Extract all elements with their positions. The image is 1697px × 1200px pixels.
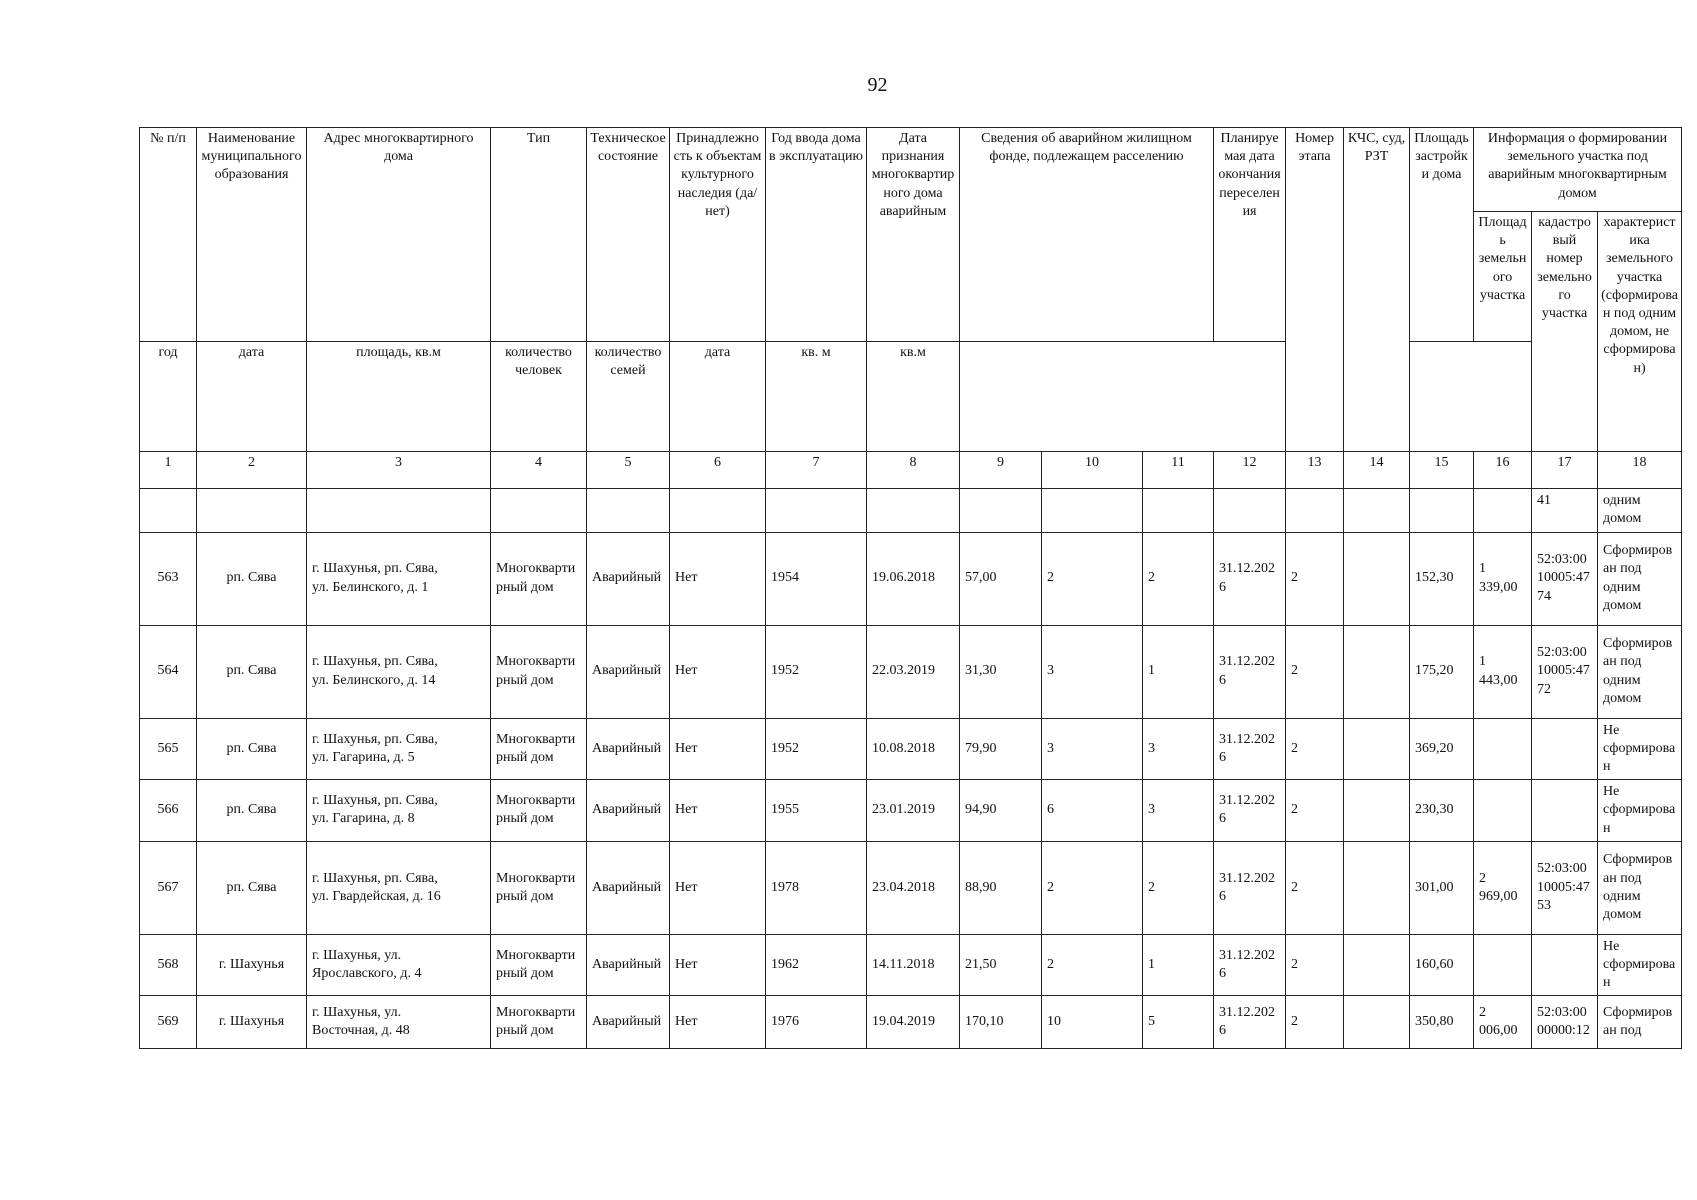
cell-commission-year: 1976 bbox=[766, 996, 867, 1049]
column-number: 3 bbox=[307, 452, 491, 489]
cell-cadastral-number: 52:03:0010005:4774 bbox=[1532, 532, 1598, 625]
column-number: 15 bbox=[1410, 452, 1474, 489]
address-line-1: г. Шахунья, рп. Сява, bbox=[312, 870, 438, 886]
cell-land-area: 1 339,00 bbox=[1474, 532, 1532, 625]
cell-address bbox=[307, 532, 491, 625]
cell-people-count: 2 bbox=[1042, 841, 1143, 934]
cell-technical-state: Аварийный bbox=[587, 996, 670, 1049]
cell-land-characteristic: Не сформирован bbox=[1598, 780, 1682, 842]
column-number: 13 bbox=[1286, 452, 1344, 489]
cell-technical-state: Аварийный bbox=[587, 934, 670, 996]
cell-commission-year: 1952 bbox=[766, 718, 867, 780]
cell-municipality: рп. Сява bbox=[197, 841, 307, 934]
cell-people-count: 3 bbox=[1042, 718, 1143, 780]
table-row bbox=[140, 996, 1682, 1049]
cell-technical-state: Аварийный bbox=[587, 625, 670, 718]
cell-row-number: 567 bbox=[140, 841, 197, 934]
cell-row-number: 564 bbox=[140, 625, 197, 718]
cell-planned-date: 31.12.2026 bbox=[1214, 532, 1286, 625]
cell-emergency-date: 22.03.2019 bbox=[867, 625, 960, 718]
column-number: 1 bbox=[140, 452, 197, 489]
header-land-characteristic: характеристика земельного участка (сформирован под одним домом, не сформирован) bbox=[1598, 212, 1682, 452]
cell-address bbox=[307, 718, 491, 780]
cell-building-area: 175,20 bbox=[1410, 625, 1474, 718]
cell-emergency-date: 23.01.2019 bbox=[867, 780, 960, 842]
header-technical-state: Техническое состояние bbox=[587, 128, 670, 342]
cell-land-area bbox=[1474, 780, 1532, 842]
cell-land-characteristic: Не сформирован bbox=[1598, 934, 1682, 996]
cell-land-characteristic: Не сформирован bbox=[1598, 718, 1682, 780]
cell-land-characteristic: Сформирован под одним домом bbox=[1598, 532, 1682, 625]
cell-cadastral-number: 52:03:0010005:4753 bbox=[1532, 841, 1598, 934]
address-line-2: Восточная, д. 48 bbox=[312, 1023, 410, 1039]
cell-planned-date: 31.12.2026 bbox=[1214, 718, 1286, 780]
column-number: 5 bbox=[587, 452, 670, 489]
cell-stage-number: 2 bbox=[1286, 996, 1344, 1049]
cell-heritage: Нет bbox=[670, 996, 766, 1049]
cell-people-count: 2 bbox=[1042, 532, 1143, 625]
cell-address bbox=[307, 934, 491, 996]
emergency-housing-table bbox=[139, 127, 1682, 1049]
column-number: 4 bbox=[491, 452, 587, 489]
cell-heritage: Нет bbox=[670, 934, 766, 996]
cell-type: Многоквартирный дом bbox=[491, 532, 587, 625]
column-number: 18 bbox=[1598, 452, 1682, 489]
header-address: Адрес многоквартирного дома bbox=[307, 128, 491, 342]
subheader-people: количество человек bbox=[491, 342, 587, 452]
cell-municipality: г. Шахунья bbox=[197, 934, 307, 996]
cell-stage-number: 2 bbox=[1286, 532, 1344, 625]
cell-cadastral-number: 52:03:0000000:12 bbox=[1532, 996, 1598, 1049]
cell-area: 88,90 bbox=[960, 841, 1042, 934]
cell-type: Многоквартирный дом bbox=[491, 625, 587, 718]
column-number: 2 bbox=[197, 452, 307, 489]
header-municipality: Наименование муниципального образования bbox=[197, 128, 307, 342]
cell-cadastral-number bbox=[1532, 934, 1598, 996]
cell-cadastral-number bbox=[1532, 780, 1598, 842]
cell-planned-date: 31.12.2026 bbox=[1214, 780, 1286, 842]
carryover-cadastral: 41 bbox=[1532, 489, 1598, 532]
cell-type: Многоквартирный дом bbox=[491, 934, 587, 996]
subheader-planned-date: дата bbox=[670, 342, 766, 452]
cell-kchs bbox=[1344, 780, 1410, 842]
cell-family-count: 2 bbox=[1143, 841, 1214, 934]
cell-row-number: 568 bbox=[140, 934, 197, 996]
cell-technical-state: Аварийный bbox=[587, 780, 670, 842]
cell-emergency-date: 23.04.2018 bbox=[867, 841, 960, 934]
cell-address bbox=[307, 996, 491, 1049]
header-stage-number: Номер этапа bbox=[1286, 128, 1344, 452]
cell-stage-number: 2 bbox=[1286, 780, 1344, 842]
header-emergency-date: Дата признания многоквартирного дома аварийным bbox=[867, 128, 960, 342]
cell-row-number: 569 bbox=[140, 996, 197, 1049]
column-number: 14 bbox=[1344, 452, 1410, 489]
cell-area: 170,10 bbox=[960, 996, 1042, 1049]
column-number: 9 bbox=[960, 452, 1042, 489]
cell-people-count: 3 bbox=[1042, 625, 1143, 718]
cell-building-area: 301,00 bbox=[1410, 841, 1474, 934]
cell-stage-number: 2 bbox=[1286, 625, 1344, 718]
header-heritage: Принадлежность к объектам культурного наследия (да/нет) bbox=[670, 128, 766, 342]
address-line-1: г. Шахунья, рп. Сява, bbox=[312, 654, 438, 670]
cell-heritage: Нет bbox=[670, 718, 766, 780]
cell-family-count: 3 bbox=[1143, 780, 1214, 842]
cell-stage-number: 2 bbox=[1286, 841, 1344, 934]
header-planned-date: Планируемая дата окончания переселения bbox=[1214, 128, 1286, 342]
column-number: 12 bbox=[1214, 452, 1286, 489]
cell-area: 31,30 bbox=[960, 625, 1042, 718]
cell-address bbox=[307, 841, 491, 934]
cell-commission-year: 1962 bbox=[766, 934, 867, 996]
cell-stage-number: 2 bbox=[1286, 934, 1344, 996]
cell-commission-year: 1954 bbox=[766, 532, 867, 625]
cell-cadastral-number bbox=[1532, 718, 1598, 780]
header-building-area: Площадь застройки дома bbox=[1410, 128, 1474, 342]
cell-address bbox=[307, 780, 491, 842]
cell-emergency-date: 19.06.2018 bbox=[867, 532, 960, 625]
cell-emergency-date: 19.04.2019 bbox=[867, 996, 960, 1049]
cell-planned-date: 31.12.2026 bbox=[1214, 934, 1286, 996]
subheader-families: количество семей bbox=[587, 342, 670, 452]
cell-municipality: рп. Сява bbox=[197, 532, 307, 625]
column-numbers-row bbox=[140, 452, 1682, 489]
address-line-2: ул. Белинского, д. 1 bbox=[312, 579, 429, 595]
cell-building-area: 350,80 bbox=[1410, 996, 1474, 1049]
cell-building-area: 230,30 bbox=[1410, 780, 1474, 842]
table-row bbox=[140, 718, 1682, 780]
cell-row-number: 566 bbox=[140, 780, 197, 842]
cell-people-count: 10 bbox=[1042, 996, 1143, 1049]
header-resettlement-info: Сведения об аварийном жилищном фонде, подлежащем расселению bbox=[960, 128, 1214, 342]
column-number: 7 bbox=[766, 452, 867, 489]
table-row bbox=[140, 625, 1682, 718]
subheader-land-area-unit: кв.м bbox=[867, 342, 960, 452]
address-line-1: г. Шахунья, рп. Сява, bbox=[312, 731, 438, 747]
cell-building-area: 152,30 bbox=[1410, 532, 1474, 625]
address-line-1: г. Шахунья, ул. bbox=[312, 947, 402, 963]
cell-row-number: 563 bbox=[140, 532, 197, 625]
header-kchs: КЧС, суд, РЗТ bbox=[1344, 128, 1410, 452]
cell-people-count: 6 bbox=[1042, 780, 1143, 842]
cell-type: Многоквартирный дом bbox=[491, 841, 587, 934]
cell-land-area: 1 443,00 bbox=[1474, 625, 1532, 718]
cell-kchs bbox=[1344, 996, 1410, 1049]
cell-type: Многоквартирный дом bbox=[491, 718, 587, 780]
cell-commission-year: 1978 bbox=[766, 841, 867, 934]
cell-family-count: 3 bbox=[1143, 718, 1214, 780]
cell-area: 79,90 bbox=[960, 718, 1042, 780]
cell-planned-date: 31.12.2026 bbox=[1214, 841, 1286, 934]
cell-emergency-date: 10.08.2018 bbox=[867, 718, 960, 780]
cell-area: 94,90 bbox=[960, 780, 1042, 842]
address-line-1: г. Шахунья, рп. Сява, bbox=[312, 561, 438, 577]
column-number: 8 bbox=[867, 452, 960, 489]
cell-building-area: 160,60 bbox=[1410, 934, 1474, 996]
cell-technical-state: Аварийный bbox=[587, 718, 670, 780]
cell-land-area bbox=[1474, 934, 1532, 996]
cell-municipality: рп. Сява bbox=[197, 718, 307, 780]
cell-commission-year: 1952 bbox=[766, 625, 867, 718]
page-number: 92 bbox=[867, 74, 888, 96]
cell-heritage: Нет bbox=[670, 625, 766, 718]
column-number: 6 bbox=[670, 452, 766, 489]
carryover-characteristic: одним домом bbox=[1598, 489, 1682, 532]
cell-municipality: рп. Сява bbox=[197, 625, 307, 718]
address-line-2: ул. Белинского, д. 14 bbox=[312, 672, 436, 688]
cell-family-count: 2 bbox=[1143, 532, 1214, 625]
address-line-1: г. Шахунья, ул. bbox=[312, 1005, 402, 1021]
header-type: Тип bbox=[491, 128, 587, 342]
cell-municipality: г. Шахунья bbox=[197, 996, 307, 1049]
cell-type: Многоквартирный дом bbox=[491, 996, 587, 1049]
cell-municipality: рп. Сява bbox=[197, 780, 307, 842]
subheader-area: площадь, кв.м bbox=[307, 342, 491, 452]
cell-commission-year: 1955 bbox=[766, 780, 867, 842]
table-row bbox=[140, 532, 1682, 625]
cell-area: 21,50 bbox=[960, 934, 1042, 996]
table-row bbox=[140, 780, 1682, 842]
header-land-plot-info: Информация о формировании земельного участка под аварийным многоквартирным домом bbox=[1474, 128, 1682, 212]
address-line-1: г. Шахунья, рп. Сява, bbox=[312, 793, 438, 809]
carryover-row bbox=[140, 489, 1682, 532]
cell-heritage: Нет bbox=[670, 841, 766, 934]
cell-land-area bbox=[1474, 718, 1532, 780]
cell-address bbox=[307, 625, 491, 718]
cell-cadastral-number: 52:03:0010005:4772 bbox=[1532, 625, 1598, 718]
cell-planned-date: 31.12.2026 bbox=[1214, 625, 1286, 718]
cell-land-characteristic: Сформирован под одним домом bbox=[1598, 625, 1682, 718]
subheader-building-area-unit: кв. м bbox=[766, 342, 867, 452]
cell-technical-state: Аварийный bbox=[587, 532, 670, 625]
header-cadastral-number: кадастровый номер земельного участка bbox=[1532, 212, 1598, 452]
subheader-year: год bbox=[140, 342, 197, 452]
cell-area: 57,00 bbox=[960, 532, 1042, 625]
cell-family-count: 1 bbox=[1143, 625, 1214, 718]
column-number: 17 bbox=[1532, 452, 1598, 489]
cell-land-area: 2 006,00 bbox=[1474, 996, 1532, 1049]
subheader-date: дата bbox=[197, 342, 307, 452]
cell-family-count: 5 bbox=[1143, 996, 1214, 1049]
table-row bbox=[140, 841, 1682, 934]
cell-heritage: Нет bbox=[670, 780, 766, 842]
header-land-area: Площадь земельного участка bbox=[1474, 212, 1532, 342]
table-row bbox=[140, 934, 1682, 996]
cell-row-number: 565 bbox=[140, 718, 197, 780]
cell-land-characteristic: Сформирован под bbox=[1598, 996, 1682, 1049]
header-commission-year: Год ввода дома в эксплуатацию bbox=[766, 128, 867, 342]
cell-stage-number: 2 bbox=[1286, 718, 1344, 780]
column-number: 16 bbox=[1474, 452, 1532, 489]
cell-kchs bbox=[1344, 841, 1410, 934]
column-number: 11 bbox=[1143, 452, 1214, 489]
cell-people-count: 2 bbox=[1042, 934, 1143, 996]
cell-kchs bbox=[1344, 532, 1410, 625]
cell-kchs bbox=[1344, 934, 1410, 996]
cell-emergency-date: 14.11.2018 bbox=[867, 934, 960, 996]
address-line-2: ул. Гагарина, д. 8 bbox=[312, 811, 415, 827]
cell-type: Многоквартирный дом bbox=[491, 780, 587, 842]
cell-heritage: Нет bbox=[670, 532, 766, 625]
address-line-2: ул. Гвардейская, д. 16 bbox=[312, 888, 441, 904]
cell-building-area: 369,20 bbox=[1410, 718, 1474, 780]
cell-planned-date: 31.12.2026 bbox=[1214, 996, 1286, 1049]
address-line-2: ул. Гагарина, д. 5 bbox=[312, 749, 415, 765]
cell-family-count: 1 bbox=[1143, 934, 1214, 996]
address-line-2: Ярославского, д. 4 bbox=[312, 965, 422, 981]
cell-kchs bbox=[1344, 718, 1410, 780]
cell-kchs bbox=[1344, 625, 1410, 718]
header-row-number: № п/п bbox=[140, 128, 197, 342]
cell-technical-state: Аварийный bbox=[587, 841, 670, 934]
cell-land-area: 2 969,00 bbox=[1474, 841, 1532, 934]
column-number: 10 bbox=[1042, 452, 1143, 489]
cell-land-characteristic: Сформирован под одним домом bbox=[1598, 841, 1682, 934]
